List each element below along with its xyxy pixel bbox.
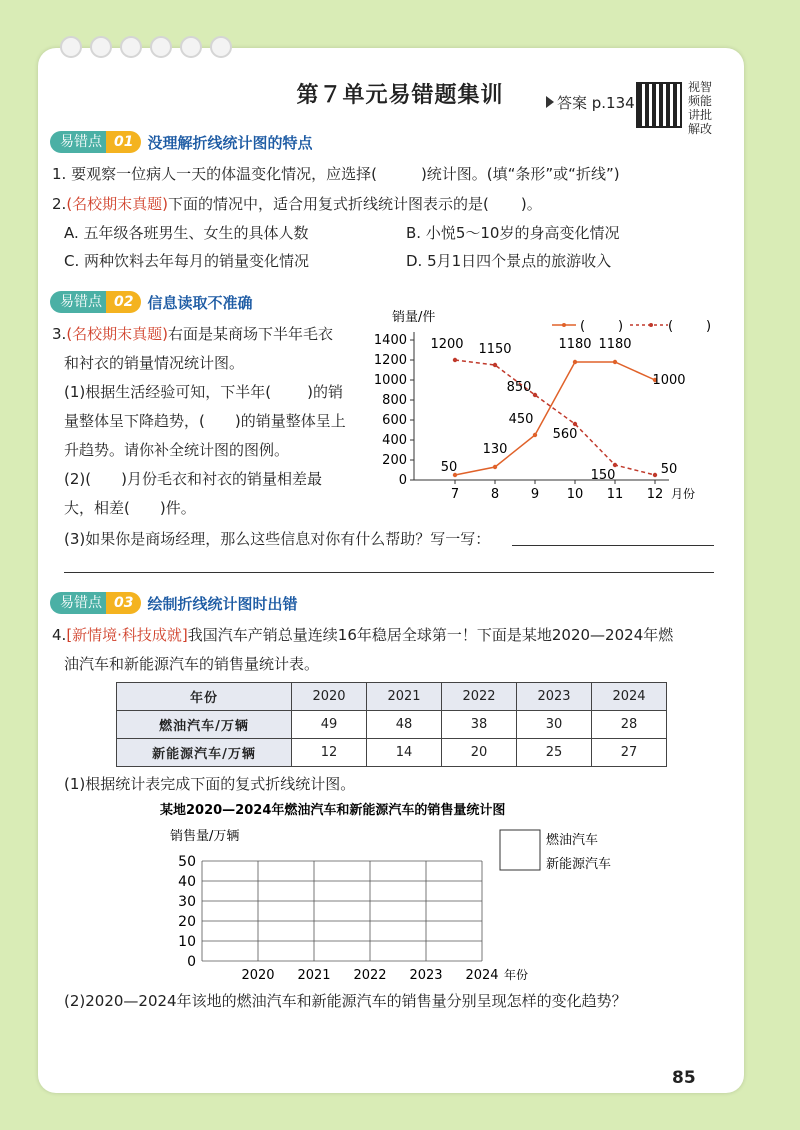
y-tick-label: 40: [178, 874, 196, 890]
data-point: [493, 363, 497, 367]
data-label: 1180: [598, 337, 632, 352]
table-header: 2022: [442, 683, 517, 711]
table-header: 年份: [117, 683, 292, 711]
binder-ring: [150, 36, 172, 58]
series-line-solid: [455, 362, 655, 475]
data-label: 1150: [478, 342, 512, 357]
x-axis-label: 年份: [504, 968, 529, 982]
y-tick-label: 0: [187, 954, 196, 970]
x-tick-label: 2020: [241, 968, 275, 983]
data-point: [453, 358, 457, 362]
y-tick-label: 1400: [373, 333, 407, 348]
data-point: [653, 473, 657, 477]
blank-line-chart[interactable]: [150, 798, 650, 983]
data-point: [613, 360, 617, 364]
page-title: 第７单元易错题集训: [296, 83, 504, 108]
table-cell: 48: [367, 711, 442, 739]
section-badge-03: 易错点 03 绘制折线统计图时出错: [50, 592, 298, 614]
question-3: 3.(名校期末真题)右面是某商场下半年毛衣: [52, 325, 334, 343]
data-label: 560: [552, 427, 578, 442]
legend-box[interactable]: [500, 830, 540, 870]
option-d: D. 5月1日四个景点的旅游收入: [406, 252, 612, 270]
x-tick-label: 7: [450, 487, 460, 502]
legend-item: 燃油汽车: [546, 833, 599, 848]
data-label: 50: [440, 460, 458, 475]
section-badge-02: 易错点 02 信息读取不准确: [50, 291, 253, 313]
sales-table: [116, 682, 667, 767]
x-tick-label: 2024: [465, 968, 499, 983]
q3-sub3: (3)如果你是商场经理，那么这些信息对你有什么帮助？写一写：: [64, 530, 491, 548]
data-point: [493, 465, 497, 469]
table-cell: 12: [292, 739, 367, 767]
data-point: [573, 422, 577, 426]
table-row: [117, 711, 667, 739]
table-cell: 14: [367, 739, 442, 767]
binder-ring: [180, 36, 202, 58]
q4-line: 油汽车和新能源汽车的销售量统计表。: [64, 655, 320, 673]
y-tick-label: 200: [382, 453, 407, 468]
data-label: 850: [506, 380, 532, 395]
series-line-dashed: [455, 360, 655, 475]
q3-sub1: (1)根据生活经验可知，下半年( )的销: [64, 383, 343, 401]
y-tick-label: 10: [178, 934, 196, 950]
q3-line: 升趋势。请你补全统计图的图例。: [64, 441, 290, 459]
table-header: 2024: [592, 683, 667, 711]
data-point: [533, 393, 537, 397]
table-cell: 25: [517, 739, 592, 767]
q3-line: 和衬衣的销量情况统计图。: [64, 354, 245, 372]
table-cell: 38: [442, 711, 517, 739]
sales-line-chart: [370, 305, 730, 505]
legend-paren: ): [706, 319, 712, 334]
question-4: 4.[新情境·科技成就]我国汽车产销总量连续16年稳居全球第一！下面是某地2020—2024年燃: [52, 626, 674, 644]
y-tick-label: 1000: [373, 373, 407, 388]
page-number: 85: [672, 1068, 696, 1088]
table-header: 2021: [367, 683, 442, 711]
data-label: 450: [508, 412, 534, 427]
section-badge-01: 易错点 01 没理解折线统计图的特点: [50, 131, 313, 153]
answer-reference: 答案 p.134: [546, 92, 635, 113]
x-tick-label: 12: [646, 487, 664, 502]
data-point: [533, 433, 537, 437]
y-axis-label: 销量/件: [392, 310, 436, 325]
y-axis-label: 销售量/万辆: [170, 829, 240, 844]
legend-item: 新能源汽车: [546, 857, 612, 872]
table-row: [117, 739, 667, 767]
option-c: C. 两种饮料去年每月的销量变化情况: [64, 252, 310, 270]
binder-ring: [120, 36, 142, 58]
table-header: 2023: [517, 683, 592, 711]
data-label: 130: [482, 442, 508, 457]
legend-paren: ): [618, 319, 624, 334]
x-tick-label: 9: [530, 487, 540, 502]
data-label: 1200: [430, 337, 464, 352]
data-label: 1000: [652, 373, 686, 388]
y-tick-label: 1200: [373, 353, 407, 368]
legend-paren: (: [668, 319, 674, 334]
q3-sub2-cont: 大，相差( )件。: [64, 499, 196, 517]
x-tick-label: 8: [490, 487, 500, 502]
y-tick-label: 800: [382, 393, 407, 408]
y-tick-label: 0: [398, 473, 407, 488]
x-axis-label: 月份: [671, 487, 696, 501]
option-b: B. 小悦5～10岁的身高变化情况: [406, 224, 620, 242]
x-tick-label: 11: [606, 487, 624, 502]
question-1: 1. 要观察一位病人一天的体温变化情况，应选择( )统计图。(填“条形”或“折线”): [52, 165, 620, 183]
y-tick-label: 400: [382, 433, 407, 448]
x-tick-label: 2023: [409, 968, 443, 983]
q4-sub2: (2)2020—2024年该地的燃油汽车和新能源汽车的销售量分别呈现怎样的变化趋势？: [64, 992, 627, 1010]
answer-line[interactable]: [64, 572, 714, 573]
data-label: 1180: [558, 337, 592, 352]
x-tick-label: 10: [566, 487, 584, 502]
qr-code-icon[interactable]: [636, 82, 682, 128]
binder-ring: [210, 36, 232, 58]
y-tick-label: 600: [382, 413, 407, 428]
table-header: 2020: [292, 683, 367, 711]
y-tick-label: 30: [178, 894, 196, 910]
qr-label: 视智频能讲批解改: [688, 80, 713, 136]
table-cell: 27: [592, 739, 667, 767]
data-point: [613, 463, 617, 467]
q3-sub1-cont: 量整体呈下降趋势，( )的销量整体呈上: [64, 412, 346, 430]
q4-sub1: (1)根据统计表完成下面的复式折线统计图。: [64, 775, 356, 793]
legend-paren: (: [580, 319, 586, 334]
data-point: [573, 360, 577, 364]
q3-sub2: (2)( )月份毛衣和衬衣的销量相差最: [64, 470, 322, 488]
question-2: 2.(名校期末真题)下面的情况中，适合用复式折线统计图表示的是( )。: [52, 195, 542, 213]
table-cell: 28: [592, 711, 667, 739]
data-label: 150: [590, 468, 616, 483]
x-tick-label: 2021: [297, 968, 331, 983]
data-label: 50: [660, 462, 678, 477]
answer-line[interactable]: [512, 545, 714, 546]
table-header-row: [117, 683, 667, 711]
table-cell: 30: [517, 711, 592, 739]
binder-ring: [90, 36, 112, 58]
table-cell: 新能源汽车/万辆: [117, 739, 292, 767]
binder-ring: [60, 36, 82, 58]
table-cell: 49: [292, 711, 367, 739]
chart-legend: [552, 319, 711, 334]
arrow-icon: [546, 96, 554, 108]
x-tick-label: 2022: [353, 968, 387, 983]
chart-title: 某地2020—2024年燃油汽车和新能源汽车的销售量统计图: [160, 803, 506, 818]
table-cell: 20: [442, 739, 517, 767]
option-a: A. 五年级各班男生、女生的具体人数: [64, 224, 309, 242]
y-tick-label: 50: [178, 854, 196, 870]
table-cell: 燃油汽车/万辆: [117, 711, 292, 739]
y-tick-label: 20: [178, 914, 196, 930]
